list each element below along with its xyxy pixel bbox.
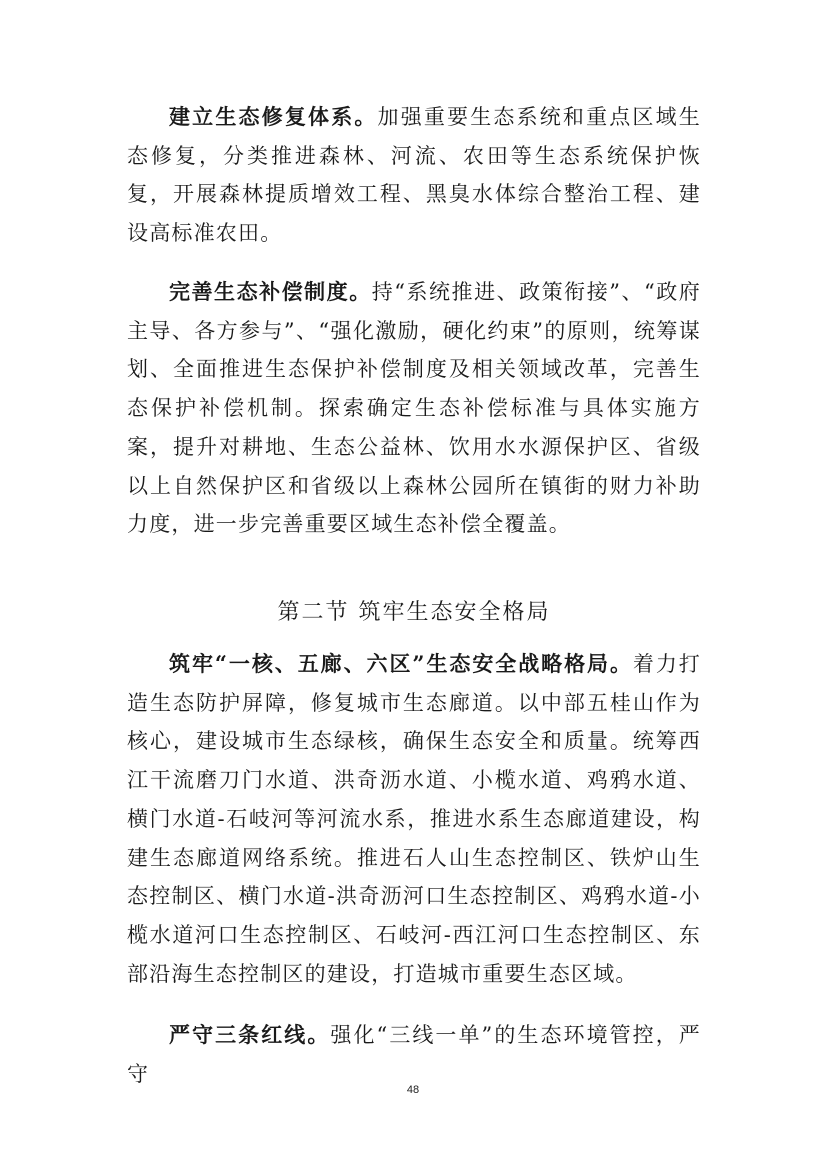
paragraph-ecological-compensation bbox=[127, 273, 701, 544]
paragraph-lead: 建立生态修复体系。 bbox=[169, 104, 378, 129]
paragraph-lead: 筑牢“一核、五廊、六区”生态安全战略格局。 bbox=[169, 651, 633, 676]
paragraph-lead: 完善生态补偿制度。 bbox=[169, 279, 372, 304]
section-heading: 第二节 筑牢生态安全格局 bbox=[277, 600, 551, 625]
paragraph-security-pattern bbox=[127, 645, 701, 993]
paragraph-ecological-restoration bbox=[127, 98, 701, 253]
page-number: 48 bbox=[406, 1084, 420, 1096]
paragraph-body: 持“系统推进、政策衔接”、“政府主导、各方参与”、“强化激励，硬化约束”的原则，统筹谋划、全面推进生态保护补偿制度及相关领域改革，完善生态保护补偿机制。探索确定生态补偿标准与具体实施方案，提升对耕地、生态公益林、饮用水水源保护区、省级以上自然保护区和省级以上森林公园所在镇街的财力补助力度，进一步完善重要区域生态补偿全覆盖。 bbox=[127, 280, 701, 537]
paragraph-body: 着力打造生态防护屏障，修复城市生态廊道。以中部五桂山作为核心，建设城市生态绿核，确保生态安全和质量。统筹西江干流磨刀门水道、洪奇沥水道、小榄水道、鸡鸦水道、横门水道-石岐河等河流水系，推进水系生态廊道建设，构建生态廊道网络系统。推进石人山生态控制区、铁炉山生态控制区、横门水道-洪奇沥河口生态控制区、鸡鸦水道-小榄水道河口生态控制区、石岐河-西江河口生态控制区、东部沿海生态控制区的建设，打造城市重要生态区域。 bbox=[127, 652, 702, 986]
paragraph-body: 强化“三线一单”的生态环境管控，严守 bbox=[127, 1023, 701, 1086]
paragraph-body: 加强重要生态系统和重点区域生态修复，分类推进森林、河流、农田等生态系统保护恢复，开展森林提质增效工程、黑臭水体综合整治工程、建设高标准农田。 bbox=[127, 105, 701, 246]
paragraph-red-lines bbox=[127, 1016, 701, 1093]
paragraph-lead: 严守三条红线。 bbox=[169, 1022, 331, 1047]
